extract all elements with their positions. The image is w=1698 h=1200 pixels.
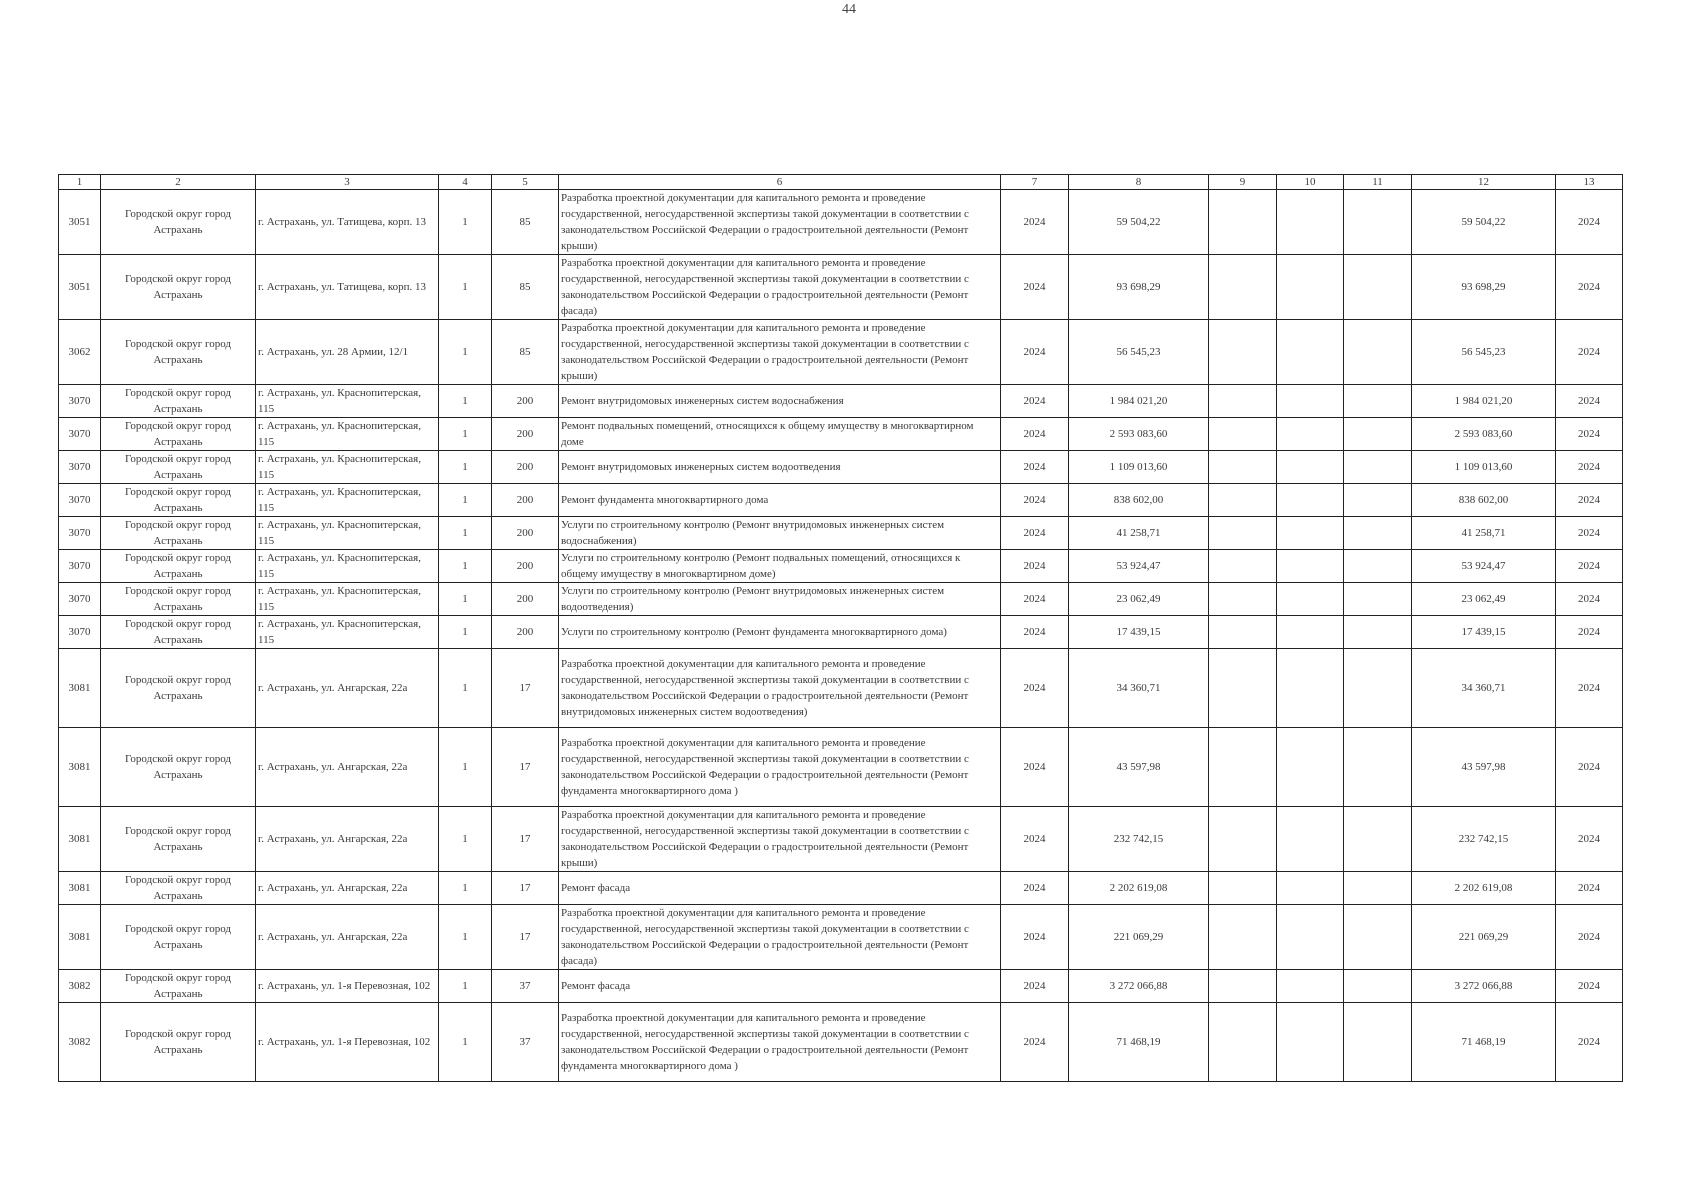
cell-col-4-value: 1 bbox=[439, 517, 492, 550]
header-col-1: 1 bbox=[59, 175, 101, 190]
cell-col-13-year: 2024 bbox=[1556, 807, 1623, 872]
cell-col-7-year: 2024 bbox=[1001, 418, 1069, 451]
cell-col-13-year: 2024 bbox=[1556, 550, 1623, 583]
page-number: 44 bbox=[842, 2, 856, 17]
cell-col-10-value bbox=[1277, 649, 1344, 728]
cell-col-5-value: 200 bbox=[492, 616, 559, 649]
cell-col-5-value: 200 bbox=[492, 550, 559, 583]
cell-work-description: Услуги по строительному контролю (Ремонт внутридомовых инженерных систем водоснабжения) bbox=[559, 517, 1001, 550]
cell-object-number: 3081 bbox=[59, 649, 101, 728]
cell-total-amount: 53 924,47 bbox=[1412, 550, 1556, 583]
header-col-2: 2 bbox=[101, 175, 256, 190]
cell-address: г. Астрахань, ул. Ангарская, 22а bbox=[256, 807, 439, 872]
cell-col-13-year: 2024 bbox=[1556, 583, 1623, 616]
cell-col-7-year: 2024 bbox=[1001, 905, 1069, 970]
header-col-3: 3 bbox=[256, 175, 439, 190]
table-row bbox=[59, 517, 1623, 550]
header-col-9: 9 bbox=[1209, 175, 1277, 190]
cell-col-7-year: 2024 bbox=[1001, 649, 1069, 728]
header-col-12: 12 bbox=[1412, 175, 1556, 190]
cell-object-number: 3070 bbox=[59, 550, 101, 583]
cell-col-5-value: 85 bbox=[492, 255, 559, 320]
cell-col-11-value bbox=[1344, 418, 1412, 451]
cell-object-number: 3081 bbox=[59, 728, 101, 807]
cell-amount: 17 439,15 bbox=[1069, 616, 1209, 649]
cell-municipality: Городской округ город Астрахань bbox=[101, 807, 256, 872]
cell-col-9-value bbox=[1209, 190, 1277, 255]
cell-col-5-value: 17 bbox=[492, 905, 559, 970]
cell-municipality: Городской округ город Астрахань bbox=[101, 970, 256, 1003]
cell-col-9-value bbox=[1209, 517, 1277, 550]
cell-amount: 1 109 013,60 bbox=[1069, 451, 1209, 484]
cell-amount: 1 984 021,20 bbox=[1069, 385, 1209, 418]
cell-col-4-value: 1 bbox=[439, 616, 492, 649]
cell-total-amount: 232 742,15 bbox=[1412, 807, 1556, 872]
cell-col-9-value bbox=[1209, 583, 1277, 616]
cell-amount: 53 924,47 bbox=[1069, 550, 1209, 583]
table-row bbox=[59, 484, 1623, 517]
cell-work-description: Разработка проектной документации для капитального ремонта и проведение государственной, негосударственной экспертизы такой документации в соответствии с законодательством Российской Федерации о градостроительной деятельности (Ремонт фасада) bbox=[559, 905, 1001, 970]
cell-total-amount: 838 602,00 bbox=[1412, 484, 1556, 517]
cell-address: г. Астрахань, ул. Ангарская, 22а bbox=[256, 905, 439, 970]
cell-col-10-value bbox=[1277, 807, 1344, 872]
cell-amount: 221 069,29 bbox=[1069, 905, 1209, 970]
cell-work-description: Ремонт подвальных помещений, относящихся к общему имуществу в многоквартирном доме bbox=[559, 418, 1001, 451]
cell-object-number: 3062 bbox=[59, 320, 101, 385]
cell-col-11-value bbox=[1344, 484, 1412, 517]
cell-amount: 2 593 083,60 bbox=[1069, 418, 1209, 451]
cell-amount: 43 597,98 bbox=[1069, 728, 1209, 807]
cell-col-10-value bbox=[1277, 484, 1344, 517]
cell-total-amount: 41 258,71 bbox=[1412, 517, 1556, 550]
header-col-4: 4 bbox=[439, 175, 492, 190]
cell-municipality: Городской округ город Астрахань bbox=[101, 484, 256, 517]
cell-col-7-year: 2024 bbox=[1001, 550, 1069, 583]
cell-col-7-year: 2024 bbox=[1001, 190, 1069, 255]
cell-col-10-value bbox=[1277, 616, 1344, 649]
table-row bbox=[59, 418, 1623, 451]
cell-municipality: Городской округ город Астрахань bbox=[101, 649, 256, 728]
cell-col-11-value bbox=[1344, 451, 1412, 484]
data-table bbox=[58, 174, 1623, 1082]
cell-col-5-value: 200 bbox=[492, 583, 559, 616]
cell-total-amount: 17 439,15 bbox=[1412, 616, 1556, 649]
cell-col-5-value: 200 bbox=[492, 451, 559, 484]
cell-col-10-value bbox=[1277, 970, 1344, 1003]
cell-municipality: Городской округ город Астрахань bbox=[101, 451, 256, 484]
header-col-6: 6 bbox=[559, 175, 1001, 190]
cell-object-number: 3070 bbox=[59, 451, 101, 484]
cell-municipality: Городской округ город Астрахань bbox=[101, 583, 256, 616]
cell-work-description: Услуги по строительному контролю (Ремонт внутридомовых инженерных систем водоотведения) bbox=[559, 583, 1001, 616]
cell-municipality: Городской округ город Астрахань bbox=[101, 872, 256, 905]
cell-col-9-value bbox=[1209, 807, 1277, 872]
cell-work-description: Ремонт фасада bbox=[559, 970, 1001, 1003]
cell-object-number: 3081 bbox=[59, 807, 101, 872]
cell-work-description: Разработка проектной документации для капитального ремонта и проведение государственной, негосударственной экспертизы такой документации в соответствии с законодательством Российской Федерации о градостроительной деятельности (Ремонт фасада) bbox=[559, 255, 1001, 320]
cell-col-7-year: 2024 bbox=[1001, 583, 1069, 616]
cell-work-description: Разработка проектной документации для капитального ремонта и проведение государственной, негосударственной экспертизы такой документации в соответствии с законодательством Российской Федерации о градостроительной деятельности (Ремонт фундамента многоквартирного дома ) bbox=[559, 1003, 1001, 1082]
cell-col-13-year: 2024 bbox=[1556, 728, 1623, 807]
table-row bbox=[59, 550, 1623, 583]
cell-municipality: Городской округ город Астрахань bbox=[101, 190, 256, 255]
table-body bbox=[59, 190, 1623, 1082]
cell-address: г. Астрахань, ул. 1-я Перевозная, 102 bbox=[256, 1003, 439, 1082]
cell-col-4-value: 1 bbox=[439, 550, 492, 583]
table-row bbox=[59, 649, 1623, 728]
cell-col-11-value bbox=[1344, 728, 1412, 807]
cell-col-13-year: 2024 bbox=[1556, 484, 1623, 517]
cell-col-7-year: 2024 bbox=[1001, 451, 1069, 484]
table-row bbox=[59, 872, 1623, 905]
cell-address: г. Астрахань, ул. 1-я Перевозная, 102 bbox=[256, 970, 439, 1003]
table-header bbox=[59, 175, 1623, 190]
cell-col-10-value bbox=[1277, 517, 1344, 550]
cell-col-5-value: 17 bbox=[492, 807, 559, 872]
cell-total-amount: 34 360,71 bbox=[1412, 649, 1556, 728]
cell-work-description: Услуги по строительному контролю (Ремонт фундамента многоквартирного дома) bbox=[559, 616, 1001, 649]
cell-amount: 34 360,71 bbox=[1069, 649, 1209, 728]
cell-col-10-value bbox=[1277, 320, 1344, 385]
cell-col-4-value: 1 bbox=[439, 451, 492, 484]
cell-total-amount: 2 593 083,60 bbox=[1412, 418, 1556, 451]
cell-address: г. Астрахань, ул. Ангарская, 22а bbox=[256, 872, 439, 905]
cell-col-10-value bbox=[1277, 583, 1344, 616]
cell-col-11-value bbox=[1344, 807, 1412, 872]
cell-municipality: Городской округ город Астрахань bbox=[101, 320, 256, 385]
cell-work-description: Ремонт фасада bbox=[559, 872, 1001, 905]
cell-work-description: Услуги по строительному контролю (Ремонт подвальных помещений, относящихся к общему имуществу в многоквартирном доме) bbox=[559, 550, 1001, 583]
cell-address: г. Астрахань, ул. Краснопитерская, 115 bbox=[256, 484, 439, 517]
cell-col-11-value bbox=[1344, 190, 1412, 255]
cell-col-13-year: 2024 bbox=[1556, 905, 1623, 970]
cell-object-number: 3051 bbox=[59, 255, 101, 320]
cell-work-description: Ремонт фундамента многоквартирного дома bbox=[559, 484, 1001, 517]
cell-col-4-value: 1 bbox=[439, 970, 492, 1003]
cell-total-amount: 56 545,23 bbox=[1412, 320, 1556, 385]
cell-col-9-value bbox=[1209, 451, 1277, 484]
cell-amount: 838 602,00 bbox=[1069, 484, 1209, 517]
cell-total-amount: 71 468,19 bbox=[1412, 1003, 1556, 1082]
cell-col-9-value bbox=[1209, 616, 1277, 649]
cell-total-amount: 1 109 013,60 bbox=[1412, 451, 1556, 484]
cell-amount: 41 258,71 bbox=[1069, 517, 1209, 550]
cell-col-10-value bbox=[1277, 872, 1344, 905]
cell-total-amount: 59 504,22 bbox=[1412, 190, 1556, 255]
cell-col-5-value: 200 bbox=[492, 517, 559, 550]
cell-col-13-year: 2024 bbox=[1556, 616, 1623, 649]
cell-col-11-value bbox=[1344, 872, 1412, 905]
cell-col-4-value: 1 bbox=[439, 255, 492, 320]
cell-address: г. Астрахань, ул. Краснопитерская, 115 bbox=[256, 550, 439, 583]
cell-municipality: Городской округ город Астрахань bbox=[101, 385, 256, 418]
cell-address: г. Астрахань, ул. Ангарская, 22а bbox=[256, 728, 439, 807]
cell-col-13-year: 2024 bbox=[1556, 190, 1623, 255]
cell-address: г. Астрахань, ул. Краснопитерская, 115 bbox=[256, 517, 439, 550]
cell-object-number: 3051 bbox=[59, 190, 101, 255]
cell-col-10-value bbox=[1277, 418, 1344, 451]
cell-address: г. Астрахань, ул. Татищева, корп. 13 bbox=[256, 255, 439, 320]
cell-col-10-value bbox=[1277, 255, 1344, 320]
cell-col-5-value: 37 bbox=[492, 970, 559, 1003]
cell-col-13-year: 2024 bbox=[1556, 1003, 1623, 1082]
cell-col-11-value bbox=[1344, 583, 1412, 616]
cell-col-13-year: 2024 bbox=[1556, 418, 1623, 451]
cell-col-5-value: 200 bbox=[492, 385, 559, 418]
cell-col-4-value: 1 bbox=[439, 583, 492, 616]
cell-address: г. Астрахань, ул. Краснопитерская, 115 bbox=[256, 451, 439, 484]
cell-total-amount: 2 202 619,08 bbox=[1412, 872, 1556, 905]
cell-amount: 59 504,22 bbox=[1069, 190, 1209, 255]
header-col-10: 10 bbox=[1277, 175, 1344, 190]
cell-col-9-value bbox=[1209, 385, 1277, 418]
cell-col-7-year: 2024 bbox=[1001, 807, 1069, 872]
cell-object-number: 3081 bbox=[59, 905, 101, 970]
cell-amount: 71 468,19 bbox=[1069, 1003, 1209, 1082]
cell-col-11-value bbox=[1344, 970, 1412, 1003]
table-row bbox=[59, 451, 1623, 484]
cell-municipality: Городской округ город Астрахань bbox=[101, 550, 256, 583]
cell-col-11-value bbox=[1344, 1003, 1412, 1082]
cell-col-11-value bbox=[1344, 255, 1412, 320]
cell-object-number: 3070 bbox=[59, 385, 101, 418]
table-row bbox=[59, 970, 1623, 1003]
cell-address: г. Астрахань, ул. Краснопитерская, 115 bbox=[256, 583, 439, 616]
cell-amount: 93 698,29 bbox=[1069, 255, 1209, 320]
table-row bbox=[59, 255, 1623, 320]
cell-col-4-value: 1 bbox=[439, 1003, 492, 1082]
header-col-11: 11 bbox=[1344, 175, 1412, 190]
cell-col-4-value: 1 bbox=[439, 807, 492, 872]
cell-col-7-year: 2024 bbox=[1001, 1003, 1069, 1082]
cell-amount: 232 742,15 bbox=[1069, 807, 1209, 872]
cell-col-9-value bbox=[1209, 905, 1277, 970]
cell-col-10-value bbox=[1277, 190, 1344, 255]
cell-work-description: Разработка проектной документации для капитального ремонта и проведение государственной, негосударственной экспертизы такой документации в соответствии с законодательством Российской Федерации о градостроительной деятельности (Ремонт крыши) bbox=[559, 320, 1001, 385]
cell-col-7-year: 2024 bbox=[1001, 728, 1069, 807]
cell-work-description: Ремонт внутридомовых инженерных систем водоснабжения bbox=[559, 385, 1001, 418]
cell-address: г. Астрахань, ул. Татищева, корп. 13 bbox=[256, 190, 439, 255]
cell-col-13-year: 2024 bbox=[1556, 385, 1623, 418]
cell-col-11-value bbox=[1344, 517, 1412, 550]
cell-col-10-value bbox=[1277, 905, 1344, 970]
cell-col-9-value bbox=[1209, 970, 1277, 1003]
table-row bbox=[59, 190, 1623, 255]
cell-col-11-value bbox=[1344, 616, 1412, 649]
cell-col-10-value bbox=[1277, 451, 1344, 484]
cell-address: г. Астрахань, ул. Краснопитерская, 115 bbox=[256, 385, 439, 418]
table-row bbox=[59, 1003, 1623, 1082]
cell-col-11-value bbox=[1344, 385, 1412, 418]
cell-col-4-value: 1 bbox=[439, 484, 492, 517]
cell-municipality: Городской округ город Астрахань bbox=[101, 255, 256, 320]
cell-work-description: Разработка проектной документации для капитального ремонта и проведение государственной, негосударственной экспертизы такой документации в соответствии с законодательством Российской Федерации о градостроительной деятельности (Ремонт крыши) bbox=[559, 190, 1001, 255]
cell-amount: 3 272 066,88 bbox=[1069, 970, 1209, 1003]
header-col-13: 13 bbox=[1556, 175, 1623, 190]
cell-col-5-value: 85 bbox=[492, 320, 559, 385]
cell-col-4-value: 1 bbox=[439, 872, 492, 905]
cell-address: г. Астрахань, ул. Краснопитерская, 115 bbox=[256, 418, 439, 451]
cell-work-description: Разработка проектной документации для капитального ремонта и проведение государственной, негосударственной экспертизы такой документации в соответствии с законодательством Российской Федерации о градостроительной деятельности (Ремонт фундамента многоквартирного дома ) bbox=[559, 728, 1001, 807]
cell-col-7-year: 2024 bbox=[1001, 872, 1069, 905]
cell-col-5-value: 17 bbox=[492, 872, 559, 905]
cell-col-4-value: 1 bbox=[439, 905, 492, 970]
header-col-5: 5 bbox=[492, 175, 559, 190]
cell-address: г. Астрахань, ул. Краснопитерская, 115 bbox=[256, 616, 439, 649]
cell-col-4-value: 1 bbox=[439, 418, 492, 451]
cell-col-13-year: 2024 bbox=[1556, 451, 1623, 484]
cell-amount: 56 545,23 bbox=[1069, 320, 1209, 385]
cell-total-amount: 93 698,29 bbox=[1412, 255, 1556, 320]
cell-col-5-value: 37 bbox=[492, 1003, 559, 1082]
cell-total-amount: 221 069,29 bbox=[1412, 905, 1556, 970]
cell-col-5-value: 200 bbox=[492, 484, 559, 517]
cell-total-amount: 3 272 066,88 bbox=[1412, 970, 1556, 1003]
cell-total-amount: 23 062,49 bbox=[1412, 583, 1556, 616]
cell-object-number: 3082 bbox=[59, 1003, 101, 1082]
cell-col-13-year: 2024 bbox=[1556, 255, 1623, 320]
cell-col-13-year: 2024 bbox=[1556, 649, 1623, 728]
table-row bbox=[59, 616, 1623, 649]
cell-col-5-value: 17 bbox=[492, 649, 559, 728]
cell-col-7-year: 2024 bbox=[1001, 255, 1069, 320]
cell-object-number: 3070 bbox=[59, 583, 101, 616]
cell-object-number: 3070 bbox=[59, 616, 101, 649]
cell-total-amount: 43 597,98 bbox=[1412, 728, 1556, 807]
header-col-7: 7 bbox=[1001, 175, 1069, 190]
cell-object-number: 3082 bbox=[59, 970, 101, 1003]
cell-col-9-value bbox=[1209, 728, 1277, 807]
cell-col-9-value bbox=[1209, 320, 1277, 385]
cell-col-5-value: 17 bbox=[492, 728, 559, 807]
cell-col-9-value bbox=[1209, 418, 1277, 451]
cell-col-11-value bbox=[1344, 649, 1412, 728]
cell-col-10-value bbox=[1277, 728, 1344, 807]
cell-object-number: 3081 bbox=[59, 872, 101, 905]
cell-col-4-value: 1 bbox=[439, 385, 492, 418]
cell-work-description: Разработка проектной документации для капитального ремонта и проведение государственной, негосударственной экспертизы такой документации в соответствии с законодательством Российской Федерации о градостроительной деятельности (Ремонт внутридомовых инженерных систем водоотведения) bbox=[559, 649, 1001, 728]
cell-work-description: Ремонт внутридомовых инженерных систем водоотведения bbox=[559, 451, 1001, 484]
table-row bbox=[59, 728, 1623, 807]
cell-object-number: 3070 bbox=[59, 418, 101, 451]
cell-work-description: Разработка проектной документации для капитального ремонта и проведение государственной, негосударственной экспертизы такой документации в соответствии с законодательством Российской Федерации о градостроительной деятельности (Ремонт крыши) bbox=[559, 807, 1001, 872]
cell-col-9-value bbox=[1209, 649, 1277, 728]
cell-col-7-year: 2024 bbox=[1001, 970, 1069, 1003]
cell-col-9-value bbox=[1209, 550, 1277, 583]
cell-amount: 23 062,49 bbox=[1069, 583, 1209, 616]
cell-col-11-value bbox=[1344, 550, 1412, 583]
cell-col-9-value bbox=[1209, 484, 1277, 517]
cell-col-4-value: 1 bbox=[439, 649, 492, 728]
cell-col-13-year: 2024 bbox=[1556, 517, 1623, 550]
cell-municipality: Городской округ город Астрахань bbox=[101, 517, 256, 550]
cell-col-13-year: 2024 bbox=[1556, 320, 1623, 385]
cell-municipality: Городской округ город Астрахань bbox=[101, 728, 256, 807]
cell-col-7-year: 2024 bbox=[1001, 484, 1069, 517]
cell-col-5-value: 85 bbox=[492, 190, 559, 255]
cell-address: г. Астрахань, ул. 28 Армии, 12/1 bbox=[256, 320, 439, 385]
table-row bbox=[59, 905, 1623, 970]
cell-col-7-year: 2024 bbox=[1001, 320, 1069, 385]
cell-col-5-value: 200 bbox=[492, 418, 559, 451]
cell-col-10-value bbox=[1277, 1003, 1344, 1082]
cell-municipality: Городской округ город Астрахань bbox=[101, 905, 256, 970]
cell-col-7-year: 2024 bbox=[1001, 517, 1069, 550]
cell-col-7-year: 2024 bbox=[1001, 616, 1069, 649]
cell-municipality: Городской округ город Астрахань bbox=[101, 1003, 256, 1082]
cell-total-amount: 1 984 021,20 bbox=[1412, 385, 1556, 418]
cell-col-4-value: 1 bbox=[439, 728, 492, 807]
cell-address: г. Астрахань, ул. Ангарская, 22а bbox=[256, 649, 439, 728]
cell-col-4-value: 1 bbox=[439, 320, 492, 385]
cell-object-number: 3070 bbox=[59, 517, 101, 550]
cell-col-10-value bbox=[1277, 550, 1344, 583]
cell-col-10-value bbox=[1277, 385, 1344, 418]
cell-col-13-year: 2024 bbox=[1556, 970, 1623, 1003]
cell-col-13-year: 2024 bbox=[1556, 872, 1623, 905]
table-row bbox=[59, 320, 1623, 385]
cell-col-9-value bbox=[1209, 872, 1277, 905]
table-row bbox=[59, 583, 1623, 616]
cell-col-9-value bbox=[1209, 255, 1277, 320]
cell-col-7-year: 2024 bbox=[1001, 385, 1069, 418]
cell-municipality: Городской округ город Астрахань bbox=[101, 616, 256, 649]
table-row bbox=[59, 807, 1623, 872]
cell-object-number: 3070 bbox=[59, 484, 101, 517]
cell-col-11-value bbox=[1344, 320, 1412, 385]
table-row bbox=[59, 385, 1623, 418]
cell-col-11-value bbox=[1344, 905, 1412, 970]
cell-amount: 2 202 619,08 bbox=[1069, 872, 1209, 905]
header-col-8: 8 bbox=[1069, 175, 1209, 190]
cell-municipality: Городской округ город Астрахань bbox=[101, 418, 256, 451]
cell-col-4-value: 1 bbox=[439, 190, 492, 255]
cell-col-9-value bbox=[1209, 1003, 1277, 1082]
